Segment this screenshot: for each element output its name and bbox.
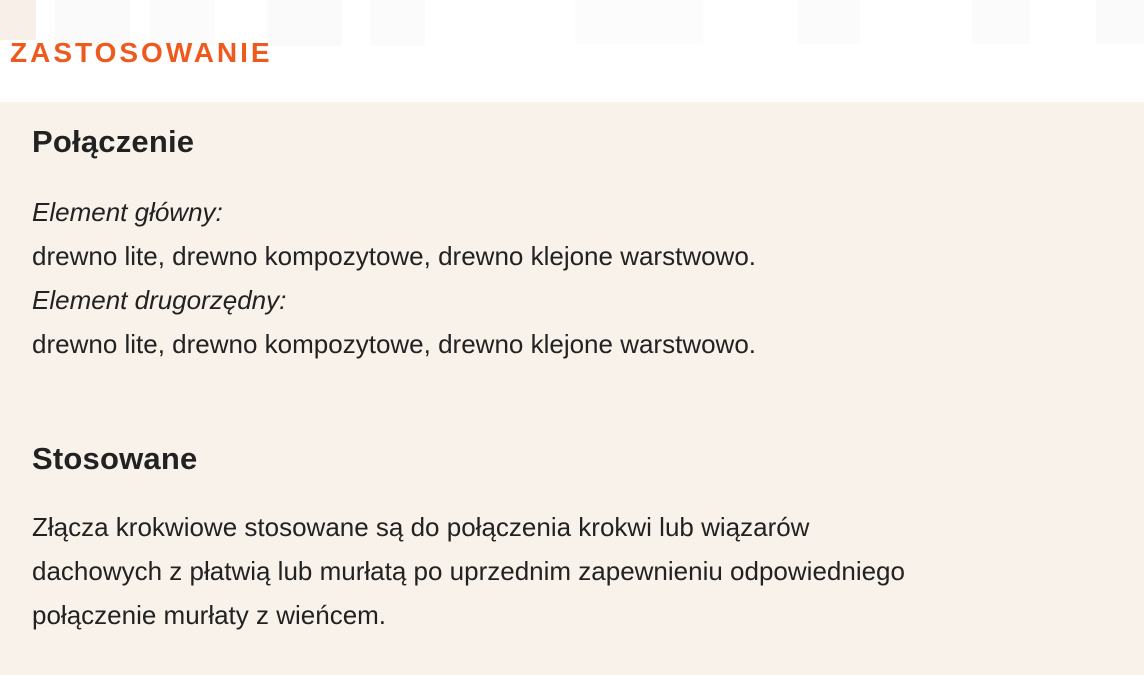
faded-block	[1096, 0, 1144, 44]
text-line-element-secondary: Element drugorzędny:	[32, 285, 287, 315]
usage-paragraph-line: dachowych z płatwią lub murłatą po uprzednim zapewnieniu odpowiedniego	[32, 556, 905, 586]
subsection-heading-usage: Stosowane	[32, 441, 198, 476]
faded-block	[267, 0, 342, 46]
usage-paragraph-line: połączenie murłaty z wieńcem.	[32, 600, 387, 630]
faded-block	[972, 0, 1030, 44]
section-title: ZASTOSOWANIE	[10, 37, 273, 68]
text-line-materials-secondary: drewno lite, drewno kompozytowe, drewno klejone warstwowo.	[32, 329, 757, 359]
text-line-materials-main: drewno lite, drewno kompozytowe, drewno klejone warstwowo.	[32, 241, 757, 271]
connection-text	[32, 190, 1104, 366]
faded-block	[575, 0, 703, 44]
faded-block	[798, 0, 860, 44]
text-line-element-main: Element główny:	[32, 197, 223, 227]
usage-paragraph-line: Złącza krokwiowe stosowane są do połączenia krokwi lub wiązarów	[32, 512, 810, 542]
usage-paragraph	[32, 505, 1104, 637]
faded-block	[0, 0, 36, 40]
subsection-heading-connection: Połączenie	[32, 124, 195, 159]
faded-block	[370, 0, 425, 46]
